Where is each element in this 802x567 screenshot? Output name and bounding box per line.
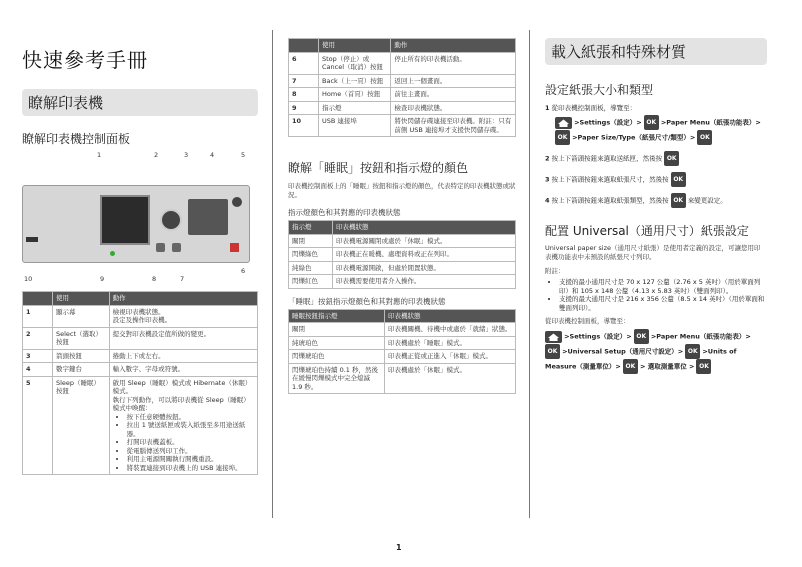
section-bar-printer: 瞭解印表機 bbox=[22, 89, 258, 116]
ok-icon: OK bbox=[634, 329, 649, 344]
th-action: 動作 bbox=[109, 292, 257, 306]
table-row: 7 Back（上一頁）按鈕 返回上一個畫面。 bbox=[289, 74, 516, 88]
sleep-button-subheading: 「睡眠」按鈕指示燈顏色和其對應的印表機狀態 bbox=[288, 296, 446, 306]
ok-icon: OK bbox=[685, 344, 700, 359]
ok-icon: OK bbox=[697, 130, 712, 145]
sleep-light-intro: 印表機控制面板上的「睡眠」按鈕和指示燈的顏色，代表特定的印表機狀態或狀況。 bbox=[288, 182, 516, 199]
callout-1: 1 bbox=[97, 151, 102, 159]
indicator-light bbox=[110, 251, 115, 256]
subheading-control-panel: 瞭解印表機控制面板 bbox=[22, 132, 131, 146]
callout-4: 4 bbox=[210, 151, 215, 159]
th-num bbox=[23, 292, 53, 306]
table-row: 10 USB 連接埠 將快閃儲存碟連接至印表機。附註：只有前側 USB 連接埠才支援快閃儲存碟。 bbox=[289, 115, 516, 137]
table-row: 純琥珀色 印表機處於「睡眠」模式。 bbox=[289, 336, 516, 350]
callout-6: 6 bbox=[241, 267, 246, 275]
nav-path-1: >Settings（設定）> OK >Paper Menu（紙張功能表）> OK >Paper Size/Type（紙張尺寸/類型）> OK bbox=[555, 115, 767, 145]
home-icon bbox=[545, 331, 562, 343]
callout-3: 3 bbox=[184, 151, 189, 159]
ok-icon: OK bbox=[623, 359, 638, 374]
table-row: 6 Stop（停止）或 Cancel（取消）按鈕 停止所有的印表機活動。 bbox=[289, 52, 516, 74]
step-3: 3 按上下箭頭按鈕來選取紙張尺寸，然後按 OK bbox=[545, 172, 767, 187]
page-number: 1 bbox=[396, 543, 402, 552]
table-row: 純綠色 印表機電源開啟，但處於閒置狀態。 bbox=[289, 261, 516, 275]
ok-icon: OK bbox=[555, 130, 570, 145]
table-row: 閃爍琥珀色 印表機正從或正進入「休眠」模式。 bbox=[289, 350, 516, 364]
back-button bbox=[172, 243, 181, 252]
table-row: 2 Select（選取）按鈕 提交對印表機設定值所做的變更。 bbox=[23, 327, 258, 349]
nav-intro-2: 從印表機控制面板，導覽至： bbox=[545, 317, 630, 325]
callout-9: 9 bbox=[100, 275, 105, 283]
display-screen bbox=[100, 195, 150, 245]
ok-icon: OK bbox=[664, 151, 679, 166]
indicator-subheading: 指示燈顏色和其對應的印表機狀態 bbox=[288, 208, 401, 217]
callout-5: 5 bbox=[241, 151, 246, 159]
paper-size-heading: 設定紙張大小和類型 bbox=[545, 83, 654, 97]
table-row: 1 顯示幕 檢視印表機狀態。 設定及操作印表機。 bbox=[23, 305, 258, 327]
sleep-button bbox=[232, 197, 242, 207]
th-use: 使用 bbox=[53, 292, 110, 306]
column-divider-2 bbox=[529, 30, 530, 518]
right-column bbox=[545, 38, 767, 374]
wake-list: • 按下任意硬體按鈕。 • 拉出 1 號送紙匣或裝入紙張至多用途送紙器。 • 打開印表機蓋板。 • 從電腦傳送列印工作。 • 利用主電源開關執行開機重設。 • 將裝置連接到印表機上的 USB 連接埠。 bbox=[127, 413, 254, 473]
step-1: 1 從印表機控制面板，導覽至： bbox=[545, 104, 637, 112]
ok-icon: OK bbox=[671, 172, 686, 187]
step-4: 4 按上下箭頭按鈕來選取紙張類型，然後按 OK 來變更設定。 bbox=[545, 193, 767, 208]
table-row: 3 箭頭按鈕 捲動上下或左右。 bbox=[23, 349, 258, 363]
control-panel-illustration bbox=[22, 151, 258, 287]
ok-icon: OK bbox=[644, 115, 659, 130]
sleep-button-table: 睡眠按鈕指示燈 印表機狀態 關閉 印表機關機、待機中或處於「就緒」狀態。 純琥珀色 印表機處於「睡眠」模式。 閃爍琥珀色 印表機正從或正進入「休眠」模式。 閃爍琥珀色持續 0.1 秒，然後在緩慢閃爍模式中完全熄滅 1.9 秒。 印表機處於「休眠」模式。 bbox=[288, 309, 516, 395]
notes-label: 附註： bbox=[545, 267, 565, 275]
step-2: 2 按上下箭頭按鈕來選取送紙匣，然後按 OK bbox=[545, 151, 767, 166]
table-row: 關閉 印表機電源關閉或處於「休眠」模式。 bbox=[289, 234, 516, 248]
section-bar-paper: 載入紙張和特殊材質 bbox=[545, 38, 767, 65]
home-icon bbox=[555, 117, 572, 129]
numeric-keypad bbox=[188, 199, 228, 235]
callout-10: 10 bbox=[24, 275, 33, 283]
callout-7: 7 bbox=[180, 275, 185, 283]
home-button bbox=[156, 243, 165, 252]
ok-icon: OK bbox=[696, 359, 711, 374]
ok-icon: OK bbox=[671, 193, 686, 208]
usb-port bbox=[26, 237, 38, 242]
ok-icon: OK bbox=[545, 344, 560, 359]
nav-path-2: >Settings（設定）> OK >Paper Menu（紙張功能表）> OK >Universal Setup（通用尺寸設定）> OK >Units of Measure（測量單位）> OK > 選取測量單位 > OK bbox=[545, 329, 767, 374]
table-row: 閃爍綠色 印表機正在暖機、處理資料或正在列印。 bbox=[289, 248, 516, 262]
universal-intro: Universal paper size（通用尺寸紙張）是使用者定義的設定，可讓您用印表機功能表中未預設的紙張尺寸列印。 bbox=[545, 244, 761, 261]
table-row: 5 Sleep（睡眠）按鈕 啟用 Sleep（睡眠）模式或 Hibernate（休眠）模式。 執行下列動作，可以將印表機從 Sleep（睡眠）模式中喚醒： • 按下任意硬體按鈕。 • 拉出 1 號送紙匣或裝入紙張至多用途送紙器。 • 打開印表機蓋板。 • 從電腦傳送列印工作。 • 利用主電源開關執行開機重設。 • 將裝置連接到印表機上的 USB 連接埠。 bbox=[23, 376, 258, 475]
arrow-buttons bbox=[160, 209, 182, 231]
table-row: 閃爍琥珀色持續 0.1 秒，然後在緩慢閃爍模式中完全熄滅 1.9 秒。 印表機處於「休眠」模式。 bbox=[289, 363, 516, 394]
left-column bbox=[22, 30, 258, 475]
universal-heading: 配置 Universal（通用尺寸）紙張設定 bbox=[545, 224, 749, 238]
page-title: 快速參考手冊 bbox=[22, 48, 148, 72]
table-row: 8 Home（首頁）按鈕 前往主畫面。 bbox=[289, 88, 516, 102]
table-row: 4 數字鍵台 輸入數字、字母或符號。 bbox=[23, 363, 258, 377]
notes-list: • 支援的最小通用尺寸是 70 x 127 公釐（2.76 x 5 英吋）（用於單面列印）和 105 x 148 公釐（4.13 x 5.83 英吋）（雙面列印）。 • 支援的最大通用尺寸是 216 x 356 公釐（8.5 x 14 英吋）（用於單面和雙面列印）。 bbox=[559, 278, 767, 312]
sleep-light-heading: 瞭解「睡眠」按鈕和指示燈的顏色 bbox=[288, 161, 469, 175]
indicator-table: 指示燈 印表機狀態 關閉 印表機電源關閉或處於「休眠」模式。 閃爍綠色 印表機正在暖機、處理資料或正在列印。 純綠色 印表機電源開啟，但處於閒置狀態。 閃爍紅色 印表機需要使用者介入操作。 bbox=[288, 220, 516, 289]
callout-2: 2 bbox=[154, 151, 159, 159]
middle-column bbox=[288, 38, 516, 394]
control-panel-table-cont: 使用 動作 6 Stop（停止）或 Cancel（取消）按鈕 停止所有的印表機活動。 7 Back（上一頁）按鈕 返回上一個畫面。 8 Home（首頁）按鈕 前往主畫面。 9 指示燈 檢查印表機狀態。 10 USB 連接埠 將快閃儲存碟連接至印表機。附註：只有前側 USB 連接埠才支援快閃儲存碟。 bbox=[288, 38, 516, 137]
column-divider-1 bbox=[272, 30, 273, 518]
table-row: 關閉 印表機關機、待機中或處於「就緒」狀態。 bbox=[289, 323, 516, 337]
table-row: 閃爍紅色 印表機需要使用者介入操作。 bbox=[289, 275, 516, 289]
table-row: 9 指示燈 檢查印表機狀態。 bbox=[289, 101, 516, 115]
callout-8: 8 bbox=[152, 275, 157, 283]
stop-button bbox=[230, 243, 239, 252]
control-panel-table bbox=[22, 291, 258, 475]
